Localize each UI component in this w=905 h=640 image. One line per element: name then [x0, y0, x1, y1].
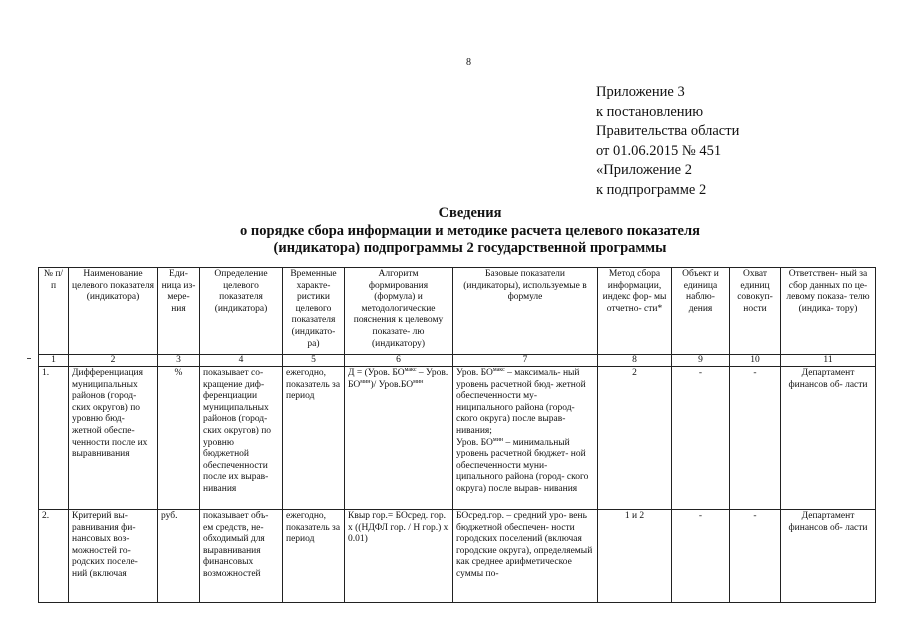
basic-indicators-cell: БОсред.гор. – средний уро- вень бюджетной обеспечен- ности городских поселений (включая городские округа), определяемый как среднее арифметическое суммы по- [453, 510, 598, 603]
appendix-line: Приложение 3 [596, 84, 685, 100]
column-number: 2 [69, 355, 158, 367]
header-cell: Базовые показатели (индикаторы), используемые в формуле [453, 268, 598, 355]
table-row [39, 367, 876, 510]
time-characteristics-cell: ежегодно, показатель за период [283, 510, 345, 603]
basic-indicators-cell [453, 367, 598, 510]
page-number: 8 [466, 57, 471, 68]
column-number: 11 [781, 355, 876, 367]
table-header-row [39, 268, 876, 355]
definition-cell: показывает объ- ем средств, не- обходимый для выравнивания финансовых возможностей [200, 510, 283, 603]
coverage-cell: - [730, 510, 781, 603]
object-cell: - [672, 367, 730, 510]
definition-cell: показывает со- кращение диф- ференциации муниципальных районов (город- ских округов) по уровню бюджетной обеспеченности после их вырав- нивания [200, 367, 283, 510]
indicator-name: Критерий вы- равнивания фи- нансовых воз- можностей го- родских поселе- ний (включая [69, 510, 158, 603]
column-number: 1 [39, 355, 69, 367]
margin-mark [27, 358, 31, 359]
appendix-header [596, 83, 739, 201]
title-line: (индикатора) подпрограммы 2 государственной программы [273, 240, 667, 256]
column-number-row [39, 355, 876, 367]
basic-text: – максималь- ный уровень расчетной бюд- жетной обеспеченности му- ниципального района (город- ского округа) после вырав- нивания; [456, 368, 586, 436]
formula-superscript: макс [404, 366, 417, 373]
basic-text: Уров. БО [456, 368, 493, 378]
method-cell: 1 и 2 [598, 510, 672, 603]
title-line: о порядке сбора информации и методике расчета целевого показателя [240, 222, 700, 239]
responsible-cell: Департамент финансов об- ласти [781, 367, 876, 510]
header-cell: Временные характе- ристики целевого показателя (индикато- ра) [283, 268, 345, 355]
header-cell: № п/п [39, 268, 69, 355]
row-number: 2. [39, 510, 69, 603]
responsible-cell: Департамент финансов об- ласти [781, 510, 876, 603]
header-cell: Ответствен- ный за сбор данных по це- левому показа- телю (индика- тору) [781, 268, 876, 355]
column-number: 7 [453, 355, 598, 367]
coverage-cell: - [730, 367, 781, 510]
row-number: 1. [39, 367, 69, 510]
header-cell: Алгоритм формирования (формула) и методологические пояснения к целевому показате- лю (индикатору) [345, 268, 453, 355]
formula-cell [345, 367, 453, 510]
unit-cell: руб. [158, 510, 200, 603]
formula-text: – Уров. БО [348, 368, 449, 390]
formula-superscript: мин [413, 378, 424, 385]
basic-superscript: макс [492, 366, 505, 373]
formula-text: Д = (Уров. БО [348, 368, 405, 378]
header-cell: Объект и единица наблю- дения [672, 268, 730, 355]
table-row [39, 510, 876, 603]
column-number: 8 [598, 355, 672, 367]
appendix-line: к подпрограмме 2 [596, 181, 707, 198]
column-number: 3 [158, 355, 200, 367]
object-cell: - [672, 510, 730, 603]
method-cell: 2 [598, 367, 672, 510]
document-title [160, 205, 780, 258]
appendix-line: Правительства области [596, 123, 740, 140]
appendix-line: «Приложение 2 [596, 162, 692, 179]
time-characteristics-cell: ежегодно, показатель за период [283, 367, 345, 510]
header-cell: Метод сбора информации, индекс фор- мы отчетно- сти* [598, 268, 672, 355]
indicator-name: Дифференциация муниципальных районов (город- ских округов) по уровню бюд- жетной обеспе- ченности после их выравнивания [69, 367, 158, 510]
header-cell: Наименование целевого показателя (индикатора) [69, 268, 158, 355]
unit-cell: % [158, 367, 200, 510]
column-number: 10 [730, 355, 781, 367]
formula-text: )/ Уров.БО [370, 379, 414, 390]
header-cell: Еди- ница из- мере- ния [158, 268, 200, 355]
header-cell: Охват единиц совокуп- ности [730, 268, 781, 355]
column-number: 4 [200, 355, 283, 367]
header-cell: Определение целевого показателя (индикатора) [200, 268, 283, 355]
formula-cell: Квыр гор.= БОсред. гор. х ((НДФЛ гор. / Н гор.) х 0.01) [345, 510, 453, 603]
column-number: 6 [345, 355, 453, 367]
appendix-line: от 01.06.2015 № 451 [596, 142, 722, 159]
indicator-table [38, 267, 876, 603]
formula-superscript: мин [360, 378, 371, 385]
title-line: Сведения [438, 205, 502, 221]
basic-text: Уров. БО [456, 437, 493, 448]
basic-text: – минимальный уровень расчетной бюджет- ной обеспеченности муни- ципального района (город- ского округа) после вырав- нивания [456, 437, 589, 494]
appendix-line: к постановлению [596, 103, 704, 120]
column-number: 5 [283, 355, 345, 367]
basic-superscript: мин [492, 436, 504, 443]
column-number: 9 [672, 355, 730, 367]
